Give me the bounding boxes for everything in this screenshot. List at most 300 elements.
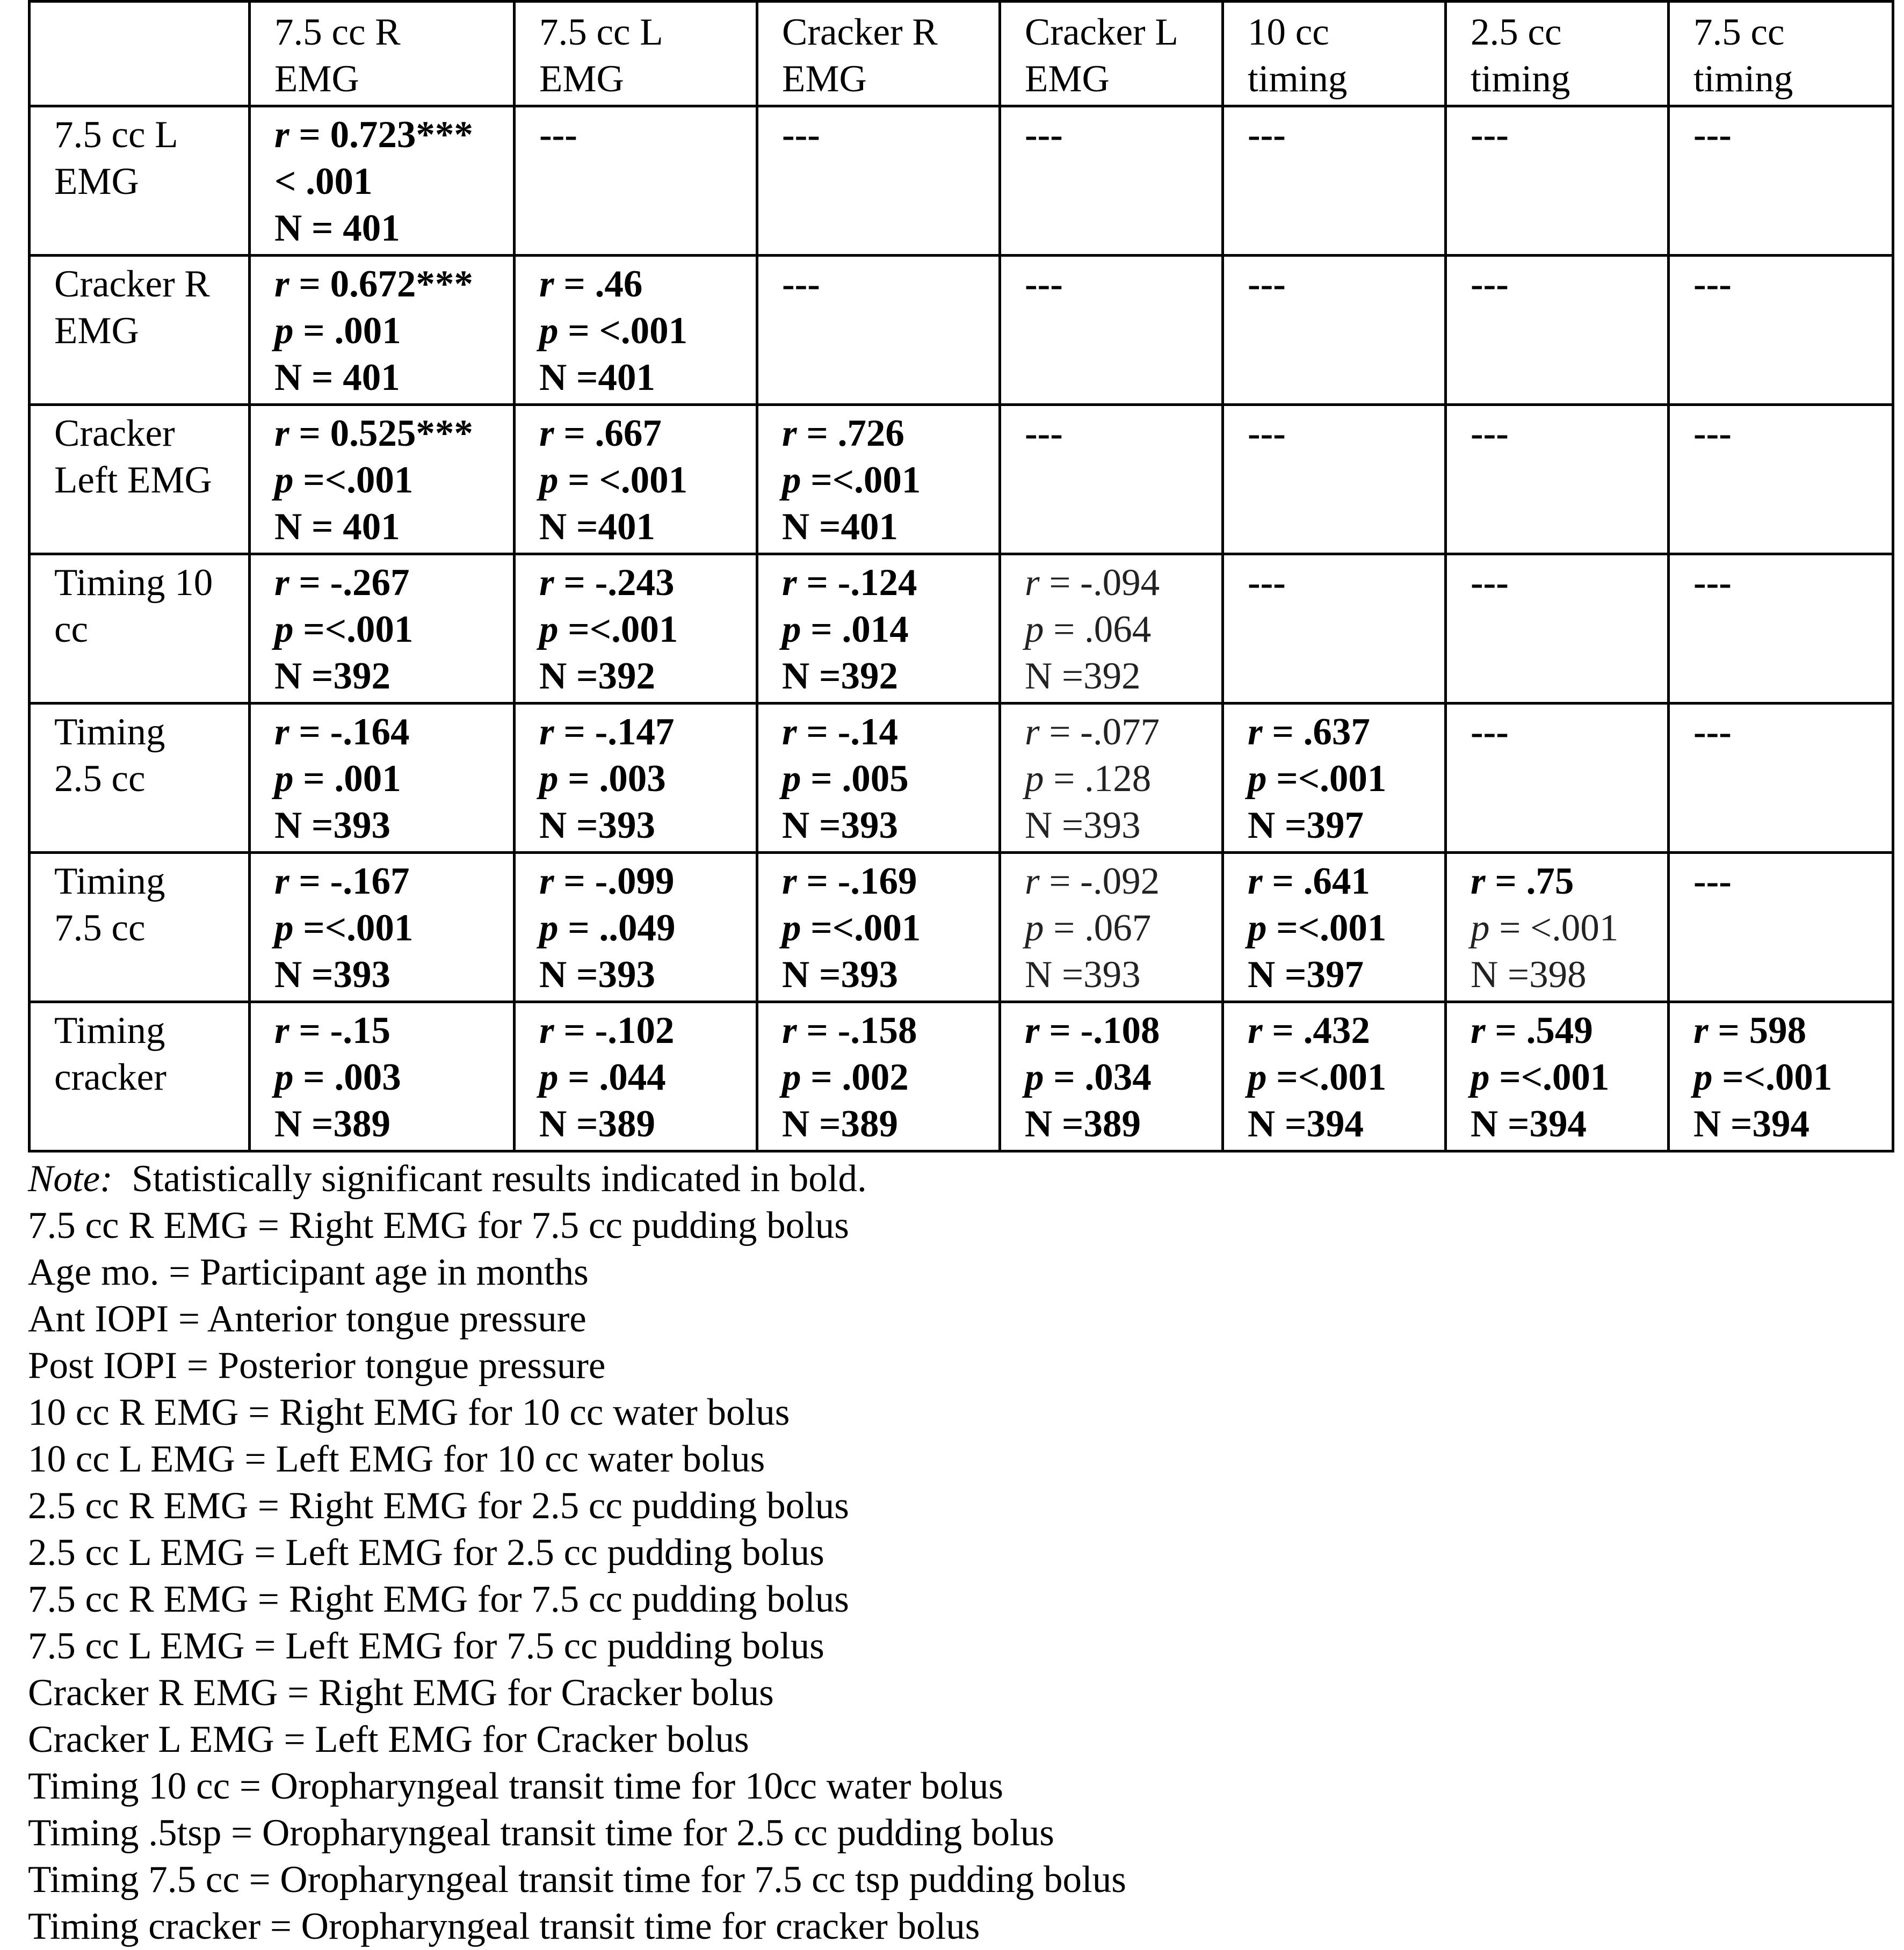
column-header-line: EMG: [1025, 58, 1110, 100]
p-line: [274, 606, 505, 653]
r-symbol: r: [1025, 562, 1040, 604]
n-line: N =394: [1248, 1103, 1364, 1145]
p-line: [782, 606, 991, 653]
r-line: [539, 858, 748, 905]
r-symbol: r: [539, 562, 554, 604]
table-cell: [1000, 1002, 1223, 1151]
n-line: N =401: [539, 506, 655, 548]
table-cell: [1446, 853, 1669, 1002]
stat-line: N = 401: [274, 207, 400, 249]
p-value: = <.001: [1499, 907, 1619, 949]
note-definition-line: Timing cracker = Oropharyngeal transit time for cracker bolus: [28, 1905, 980, 1947]
column-header-line: 2.5 cc: [1471, 11, 1562, 53]
p-line: [1693, 1054, 1884, 1101]
p-symbol: p: [782, 459, 801, 501]
p-value: =<.001: [1276, 907, 1387, 949]
p-line: [782, 457, 991, 504]
r-line: [1025, 1007, 1214, 1054]
p-symbol: p: [539, 608, 559, 650]
n-line: N =401: [782, 506, 898, 548]
p-value: =<.001: [303, 907, 414, 949]
row-label-line: EMG: [54, 310, 139, 352]
p-symbol: p: [782, 608, 801, 650]
p-symbol: p: [1025, 1056, 1044, 1098]
r-symbol: r: [274, 114, 289, 156]
p-value: =<.001: [810, 459, 921, 501]
n-line: N =397: [1248, 954, 1364, 996]
r-line: [782, 560, 991, 606]
row-label-line: Cracker R: [54, 263, 210, 305]
table-body: [30, 106, 1893, 1151]
r-symbol: r: [782, 711, 797, 753]
n-line: N =393: [782, 954, 898, 996]
r-line: [1693, 1007, 1884, 1054]
r-line: [274, 709, 505, 756]
p-symbol: p: [274, 310, 294, 352]
p-value: = .001: [303, 310, 401, 352]
n-line: N =389: [539, 1103, 655, 1145]
p-symbol: p: [1693, 1056, 1713, 1098]
table-cell: [1669, 1002, 1893, 1151]
p-line: [1025, 606, 1214, 653]
table-cell: [515, 1002, 757, 1151]
r-value: = -.077: [1049, 711, 1160, 753]
column-header-line: EMG: [274, 58, 359, 100]
p-value: = ..049: [568, 907, 676, 949]
p-symbol: p: [274, 907, 294, 949]
row-label-line: Timing: [54, 860, 165, 902]
empty-cell-dash: ---: [1693, 562, 1732, 604]
empty-cell-dash: ---: [1248, 114, 1286, 156]
correlation-table: [28, 0, 1894, 1152]
note-definition-line: Timing .5tsp = Oropharyngeal transit time for 2.5 cc pudding bolus: [28, 1812, 1054, 1854]
p-line: [782, 905, 991, 952]
r-value: = 0.525***: [299, 412, 473, 454]
r-line: [539, 1007, 748, 1054]
r-symbol: r: [539, 711, 554, 753]
r-line: [274, 560, 505, 606]
r-value: = .46: [563, 263, 643, 305]
empty-cell-dash: ---: [1248, 412, 1286, 454]
column-header-line: EMG: [539, 58, 624, 100]
table-cell: [757, 405, 1000, 554]
r-line: [1471, 858, 1660, 905]
n-line: N =398: [1471, 954, 1587, 996]
table-row: [30, 704, 1893, 853]
table-cell: [250, 853, 515, 1002]
empty-cell-dash: ---: [1471, 562, 1509, 604]
column-header-line: EMG: [782, 58, 867, 100]
p-line: [539, 1054, 748, 1101]
n-line: N =393: [1025, 804, 1141, 846]
table-row: [30, 1002, 1893, 1151]
table-cell: [1669, 405, 1893, 554]
table-cell: [1223, 554, 1446, 704]
table-row: [30, 853, 1893, 1002]
r-symbol: r: [1471, 860, 1486, 902]
n-line: N = 401: [274, 357, 400, 398]
column-header-line: 7.5 cc: [1693, 11, 1785, 53]
p-line: [539, 457, 748, 504]
p-symbol: p: [274, 758, 294, 800]
r-symbol: r: [782, 562, 797, 604]
column-header-line: Cracker R: [782, 11, 938, 53]
n-line: N =392: [274, 655, 390, 697]
note-definition-line: Post IOPI = Posterior tongue pressure: [28, 1345, 606, 1387]
row-label-line: cc: [54, 608, 89, 650]
table-cell: [1669, 853, 1893, 1002]
r-line: [274, 858, 505, 905]
row-label-line: Timing: [54, 711, 165, 753]
row-label-line: EMG: [54, 161, 139, 202]
table-cell: [515, 704, 757, 853]
p-line: [274, 457, 505, 504]
table-cell: [1000, 704, 1223, 853]
r-symbol: r: [274, 263, 289, 305]
empty-cell-dash: ---: [782, 263, 820, 305]
r-value: = -.124: [806, 562, 917, 604]
p-symbol: p: [539, 907, 559, 949]
p-line: [1248, 905, 1437, 952]
row-label-line: Cracker: [54, 412, 175, 454]
table-cell: [757, 106, 1000, 256]
table-cell: [1000, 405, 1223, 554]
table-cell: [1223, 106, 1446, 256]
p-value: = <.001: [568, 310, 688, 352]
table-cell: [1223, 1002, 1446, 1151]
column-header: [250, 2, 515, 106]
r-line: [539, 560, 748, 606]
n-line: N =393: [539, 954, 655, 996]
p-value: =<.001: [1499, 1056, 1610, 1098]
table-cell: [1000, 256, 1223, 405]
p-value: = .001: [303, 758, 401, 800]
p-line: [539, 308, 748, 354]
r-symbol: r: [1025, 860, 1040, 902]
n-line: N =389: [274, 1103, 390, 1145]
table-notes: [28, 1156, 1892, 1950]
row-label-cell: [30, 106, 250, 256]
empty-cell-dash: ---: [1693, 412, 1732, 454]
p-symbol: p: [1248, 758, 1267, 800]
empty-cell-dash: ---: [1248, 562, 1286, 604]
r-symbol: r: [1025, 1010, 1040, 1052]
table-cell: [1000, 106, 1223, 256]
table-header-row: [30, 2, 1893, 106]
r-value: = .75: [1495, 860, 1574, 902]
r-value: = -.099: [563, 860, 675, 902]
n-line: N =394: [1471, 1103, 1587, 1145]
r-value: = -.092: [1049, 860, 1160, 902]
r-symbol: r: [782, 412, 797, 454]
p-symbol: p: [1025, 608, 1044, 650]
r-value: = -.094: [1049, 562, 1160, 604]
table-cell: [1446, 1002, 1669, 1151]
row-label-line: Left EMG: [54, 459, 212, 501]
p-symbol: p: [1471, 907, 1490, 949]
table-cell: [515, 853, 757, 1002]
table-cell: [1669, 106, 1893, 256]
note-definition-line: 7.5 cc R EMG = Right EMG for 7.5 cc pudding bolus: [28, 1578, 849, 1620]
row-label-cell: [30, 405, 250, 554]
p-symbol: p: [1248, 907, 1267, 949]
note-definition-line: 2.5 cc R EMG = Right EMG for 2.5 cc pudding bolus: [28, 1485, 849, 1527]
table-cell: [1446, 106, 1669, 256]
r-symbol: r: [539, 412, 554, 454]
r-value: = 598: [1718, 1010, 1807, 1052]
column-header-line: timing: [1471, 58, 1570, 100]
note-definition-line: Age mo. = Participant age in months: [28, 1251, 589, 1293]
p-value: = .003: [568, 758, 666, 800]
note-definition-line: Timing 10 cc = Oropharyngeal transit time for 10cc water bolus: [28, 1765, 1003, 1807]
note-definition-line: Timing 7.5 cc = Oropharyngeal transit time for 7.5 cc tsp pudding bolus: [28, 1859, 1126, 1901]
r-line: [1471, 1007, 1660, 1054]
r-line: [539, 261, 748, 308]
p-line: [274, 308, 505, 354]
column-header-line: Cracker L: [1025, 11, 1178, 53]
empty-cell-dash: ---: [1471, 263, 1509, 305]
n-line: N =397: [1248, 804, 1364, 846]
r-symbol: r: [782, 1010, 797, 1052]
p-value: = .002: [810, 1056, 909, 1098]
n-line: N =393: [539, 804, 655, 846]
table-cell: [250, 704, 515, 853]
note-definition-line: Ant IOPI = Anterior tongue pressure: [28, 1298, 587, 1340]
r-value: = -.15: [299, 1010, 390, 1052]
n-line: N =389: [1025, 1103, 1141, 1145]
n-line: N =392: [782, 655, 898, 697]
p-line: [1471, 1054, 1660, 1101]
table-cell: [757, 853, 1000, 1002]
r-value: = .549: [1495, 1010, 1593, 1052]
p-symbol: p: [539, 758, 559, 800]
empty-cell-dash: ---: [1693, 114, 1732, 156]
p-line: [274, 1054, 505, 1101]
note-definition-line: 7.5 cc R EMG = Right EMG for 7.5 cc pudding bolus: [28, 1205, 849, 1246]
table-row: [30, 554, 1893, 704]
table-cell: [757, 554, 1000, 704]
p-symbol: p: [274, 1056, 294, 1098]
empty-cell-dash: ---: [1471, 711, 1509, 753]
r-symbol: r: [274, 562, 289, 604]
n-line: N =393: [782, 804, 898, 846]
note-definition-line: 10 cc L EMG = Left EMG for 10 cc water bolus: [28, 1438, 765, 1480]
p-value: = .034: [1053, 1056, 1152, 1098]
r-symbol: r: [539, 263, 554, 305]
n-line: N =393: [1025, 954, 1141, 996]
column-header-line: timing: [1248, 58, 1348, 100]
table-cell: [250, 106, 515, 256]
p-symbol: p: [274, 608, 294, 650]
r-symbol: r: [539, 860, 554, 902]
n-line: N = 401: [274, 506, 400, 548]
table-cell: [1446, 405, 1669, 554]
p-symbol: p: [539, 310, 559, 352]
empty-cell-dash: ---: [1471, 412, 1509, 454]
n-line: N =392: [1025, 655, 1141, 697]
empty-cell-dash: ---: [1248, 263, 1286, 305]
column-header: [1669, 2, 1893, 106]
table-cell: [757, 256, 1000, 405]
p-line: [1025, 756, 1214, 802]
p-line: [539, 905, 748, 952]
column-header: [757, 2, 1000, 106]
p-value: =<.001: [1276, 758, 1387, 800]
row-label-cell: [30, 256, 250, 405]
p-value: =<.001: [568, 608, 678, 650]
column-header-line: 10 cc: [1248, 11, 1329, 53]
p-value: = <.001: [568, 459, 688, 501]
p-value: = .005: [810, 758, 909, 800]
note-definition-line: 10 cc R EMG = Right EMG for 10 cc water bolus: [28, 1391, 790, 1433]
table-cell: [1223, 405, 1446, 554]
row-label-line: Timing: [54, 1010, 165, 1052]
p-line: [1025, 1054, 1214, 1101]
r-line: [1248, 858, 1437, 905]
r-value: = -.108: [1049, 1010, 1160, 1052]
column-header-line: 7.5 cc L: [539, 11, 663, 53]
row-label-line: 2.5 cc: [54, 758, 146, 800]
empty-cell-dash: ---: [1025, 412, 1063, 454]
table-cell: [515, 106, 757, 256]
table-cell: [1223, 704, 1446, 853]
table-cell: [757, 1002, 1000, 1151]
table-cell: [250, 256, 515, 405]
p-symbol: p: [782, 907, 801, 949]
r-value: = -.164: [299, 711, 410, 753]
empty-cell-dash: ---: [539, 114, 577, 156]
p-value: = .064: [1053, 608, 1152, 650]
r-symbol: r: [1248, 860, 1263, 902]
r-value: = -.158: [806, 1010, 917, 1052]
note-line: [28, 1156, 1892, 1202]
table-cell: [250, 554, 515, 704]
r-symbol: r: [274, 860, 289, 902]
table-row: [30, 405, 1893, 554]
p-line: [1248, 1054, 1437, 1101]
p-line: [782, 756, 991, 802]
r-value: = -.102: [563, 1010, 675, 1052]
r-line: [1248, 1007, 1437, 1054]
r-value: = -.147: [563, 711, 675, 753]
table-row: [30, 106, 1893, 256]
table-cell: [1446, 554, 1669, 704]
table-cell: [1446, 256, 1669, 405]
r-value: = 0.723***: [289, 114, 473, 156]
p-value: = .067: [1053, 907, 1152, 949]
table-row: [30, 256, 1893, 405]
empty-cell-dash: ---: [782, 114, 820, 156]
p-value: =<.001: [1276, 1056, 1387, 1098]
table-cell: [515, 554, 757, 704]
p-symbol: p: [539, 459, 559, 501]
r-line: [1025, 560, 1214, 606]
p-line: [274, 756, 505, 802]
p-value: =<.001: [1722, 1056, 1833, 1098]
r-symbol: r: [274, 412, 289, 454]
r-value: = -.167: [299, 860, 410, 902]
r-symbol: r: [1248, 711, 1263, 753]
p-value: =<.001: [303, 608, 414, 650]
p-line: [274, 905, 505, 952]
note-definition-line: 2.5 cc L EMG = Left EMG for 2.5 cc pudding bolus: [28, 1532, 824, 1574]
table-cell: [1669, 554, 1893, 704]
r-symbol: r: [1693, 1010, 1708, 1052]
r-symbol: r: [1248, 1010, 1263, 1052]
table-cell: [757, 704, 1000, 853]
n-line: N =392: [539, 655, 655, 697]
table-cell: [250, 405, 515, 554]
p-line: [539, 756, 748, 802]
table-cell: [1000, 554, 1223, 704]
table-cell: [1223, 853, 1446, 1002]
r-value: = -.267: [299, 562, 410, 604]
p-symbol: p: [1471, 1056, 1490, 1098]
table-cell: [250, 1002, 515, 1151]
r-line: [274, 1007, 505, 1054]
r-line: [274, 410, 505, 457]
empty-cell-dash: ---: [1693, 860, 1732, 902]
empty-cell-dash: ---: [1693, 263, 1732, 305]
note-definition-line: Cracker L EMG = Left EMG for Cracker bolus: [28, 1719, 749, 1760]
row-label-line: 7.5 cc L: [54, 114, 178, 156]
r-value: = .641: [1272, 860, 1370, 902]
column-header: [1446, 2, 1669, 106]
p-line: [539, 606, 748, 653]
r-symbol: r: [1025, 711, 1040, 753]
table-cell: [1669, 256, 1893, 405]
table-cell: [1000, 853, 1223, 1002]
p-line: [782, 1054, 991, 1101]
r-line: [782, 410, 991, 457]
empty-cell-dash: ---: [1025, 263, 1063, 305]
table-cell: [515, 256, 757, 405]
row-label-cell: [30, 704, 250, 853]
column-header: [515, 2, 757, 106]
row-label-line: 7.5 cc: [54, 907, 146, 949]
n-line: N =394: [1693, 1103, 1809, 1145]
table-cell: [515, 405, 757, 554]
r-value: = .726: [806, 412, 904, 454]
p-line: [1025, 905, 1214, 952]
n-line: N =401: [539, 357, 655, 398]
column-header: [1000, 2, 1223, 106]
p-symbol: p: [1025, 907, 1044, 949]
r-line: [539, 709, 748, 756]
note-label: Note:: [28, 1158, 113, 1200]
r-value: = .432: [1272, 1010, 1370, 1052]
row-label-line: cracker: [54, 1056, 166, 1098]
note-text: Statistically significant results indicated in bold.: [112, 1158, 867, 1200]
r-value: = .637: [1272, 711, 1370, 753]
r-value: = -.14: [806, 711, 898, 753]
r-line: [1025, 858, 1214, 905]
r-line: [782, 858, 991, 905]
p-value: = .128: [1053, 758, 1152, 800]
n-line: N =393: [274, 954, 390, 996]
p-line: [1248, 756, 1437, 802]
r-symbol: r: [539, 1010, 554, 1052]
p-symbol: p: [539, 1056, 559, 1098]
column-header-line: 7.5 cc R: [274, 11, 401, 53]
empty-cell-dash: ---: [1025, 114, 1063, 156]
p-value: =<.001: [303, 459, 414, 501]
r-value: = .667: [563, 412, 662, 454]
p-value: =<.001: [810, 907, 921, 949]
row-label-cell: [30, 853, 250, 1002]
table-cell: [1223, 256, 1446, 405]
empty-cell-dash: ---: [1693, 711, 1732, 753]
